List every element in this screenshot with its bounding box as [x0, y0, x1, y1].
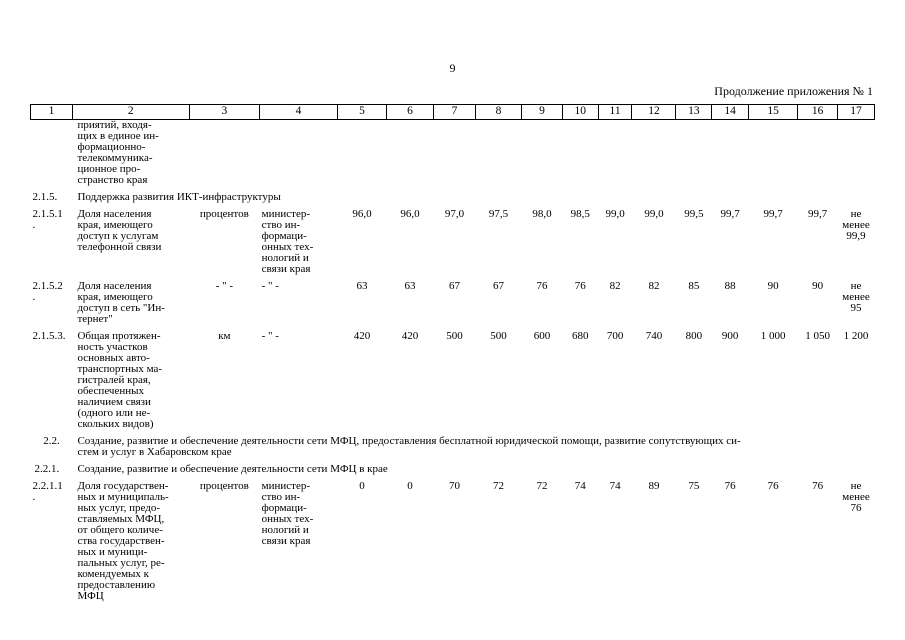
header-cell: 12 — [632, 105, 676, 120]
value-cell: 96,0 — [352, 207, 372, 220]
value-cell: 800 — [685, 329, 703, 342]
header-cell: 6 — [386, 105, 433, 120]
header-cell: 8 — [475, 105, 521, 120]
value-cell: 99,7 — [807, 207, 828, 220]
continuation-caption: Продолжение приложения № 1 — [714, 84, 873, 98]
value-cell: 88 — [724, 279, 736, 292]
value-cell: 74 — [609, 479, 621, 492]
value-cell: 0 — [359, 479, 365, 492]
value-cell: 420 — [401, 329, 419, 342]
value-cell: 76 — [724, 479, 736, 492]
value-cell: 99,0 — [605, 207, 625, 220]
responsible-cell: - " - — [261, 279, 279, 292]
header-cell: 13 — [676, 105, 712, 120]
value-cell: 85 — [688, 279, 700, 292]
target-value-cell: 1 200 — [843, 329, 869, 342]
section-row-2-1-5 — [31, 192, 875, 203]
value-cell: 82 — [648, 279, 660, 292]
indicator-name: Доля населения края, имеющего доступ к услугам телефонной связи — [77, 207, 162, 253]
value-cell: 70 — [449, 479, 460, 492]
value-cell: 63 — [356, 279, 368, 292]
value-cell: 75 — [688, 479, 700, 492]
section-number: 2.2.1. — [34, 462, 60, 475]
indicator-name: Доля государствен- ных и муниципаль- ных услуг, предо- ставляемых МФЦ, от общего количе- ства государствен- ных и муници- пальных услуг, ре- комендуемых к предоставлению МФЦ — [77, 479, 169, 602]
responsible-cell: - " - — [261, 329, 279, 342]
header-cell: 5 — [337, 105, 386, 120]
section-title: Создание, развитие и обеспечение деятельности сети МФЦ, предоставления бесплатной юридической помощи, развитие сопутствующих си- стем и услуг в Хабаровском крае — [77, 434, 741, 458]
header-cell: 7 — [434, 105, 476, 120]
section-row-2-2-1 — [31, 464, 875, 475]
value-cell: 89 — [648, 479, 660, 492]
value-cell: 740 — [645, 329, 663, 342]
header-cell: 10 — [562, 105, 598, 120]
table-row — [31, 481, 875, 602]
value-cell: 99,0 — [644, 207, 664, 220]
unit-cell: процентов — [199, 479, 249, 492]
header-cell: 14 — [712, 105, 749, 120]
header-cell: 1 — [31, 105, 73, 120]
value-cell: 76 — [536, 279, 548, 292]
value-cell: 900 — [721, 329, 739, 342]
value-cell: 99,7 — [763, 207, 783, 220]
value-cell: 82 — [609, 279, 621, 292]
value-cell: 99,5 — [684, 207, 704, 220]
header-cell: 17 — [838, 105, 875, 120]
responsible-cell: министер- ство ин- формаци- онных тех- нологий и связи края — [261, 207, 314, 275]
unit-cell: км — [218, 329, 231, 342]
section-number: 2.2. — [43, 434, 60, 447]
value-cell: 90 — [812, 279, 824, 292]
carry-over-row — [31, 119, 875, 186]
appendix-table — [30, 104, 875, 602]
indicator-name: Общая протяжен- ность участков основных авто- транспортных ма- гистралей края, обеспеченных наличием связи (одного или не- скольких видов) — [77, 329, 163, 430]
value-cell: 97,5 — [488, 207, 509, 220]
row-number: 2.1.5.3. — [32, 329, 66, 342]
row-number: 2.1.5.2 . — [32, 279, 63, 303]
value-cell: 72 — [492, 479, 504, 492]
value-cell: 98,0 — [532, 207, 552, 220]
value-cell: 500 — [446, 329, 463, 342]
value-cell: 99,7 — [720, 207, 740, 220]
target-value-cell: не менее 99,9 — [842, 207, 870, 242]
unit-cell: процентов — [199, 207, 249, 220]
header-cell: 2 — [72, 105, 189, 120]
header-cell: 4 — [260, 105, 338, 120]
target-value-cell: не менее 95 — [842, 279, 870, 314]
value-cell: 67 — [492, 279, 504, 292]
page-number: 9 — [449, 61, 456, 75]
table-row — [31, 331, 875, 430]
value-cell: 76 — [574, 279, 586, 292]
value-cell: 76 — [812, 479, 824, 492]
section-row-2-2 — [31, 436, 875, 458]
value-cell: 76 — [767, 479, 779, 492]
value-cell: 74 — [574, 479, 586, 492]
value-cell: 72 — [536, 479, 548, 492]
value-cell: 500 — [490, 329, 507, 342]
header-cell: 9 — [522, 105, 563, 120]
header-cell: 16 — [798, 105, 838, 120]
value-cell: 67 — [449, 279, 460, 292]
section-title: Поддержка развития ИКТ-инфраструктуры — [77, 190, 281, 203]
value-cell: 420 — [353, 329, 371, 342]
row-number: 2.2.1.1 . — [32, 479, 63, 503]
carry-over-text: приятий, входя- щих в единое ин- формационно- телекоммуника- ционное про- странство края — [77, 118, 159, 186]
value-cell: 680 — [572, 329, 589, 342]
value-cell: 90 — [767, 279, 779, 292]
header-cell: 15 — [749, 105, 798, 120]
value-cell: 1 050 — [805, 329, 830, 342]
header-cell: 11 — [598, 105, 632, 120]
indicator-name: Доля населения края, имеющего доступ в сеть "Ин- тернет" — [77, 279, 165, 325]
table-row — [31, 209, 875, 275]
unit-cell: - " - — [215, 279, 234, 292]
responsible-cell: министер- ство ин- формаци- онных тех- нологий и связи края — [261, 479, 314, 547]
value-cell: 600 — [533, 329, 551, 342]
section-title: Создание, развитие и обеспечение деятельности сети МФЦ в крае — [77, 462, 388, 475]
row-number: 2.1.5.1 . — [32, 207, 63, 231]
target-value-cell: не менее 76 — [842, 479, 870, 514]
value-cell: 1 000 — [760, 329, 786, 342]
value-cell: 63 — [404, 279, 416, 292]
value-cell: 700 — [606, 329, 624, 342]
table-row — [31, 281, 875, 325]
header-row — [31, 105, 875, 120]
value-cell: 98,5 — [570, 207, 590, 220]
value-cell: 96,0 — [400, 207, 420, 220]
header-cell: 3 — [189, 105, 260, 120]
section-number: 2.1.5. — [32, 190, 58, 203]
value-cell: 0 — [407, 479, 413, 492]
value-cell: 97,0 — [444, 207, 465, 220]
